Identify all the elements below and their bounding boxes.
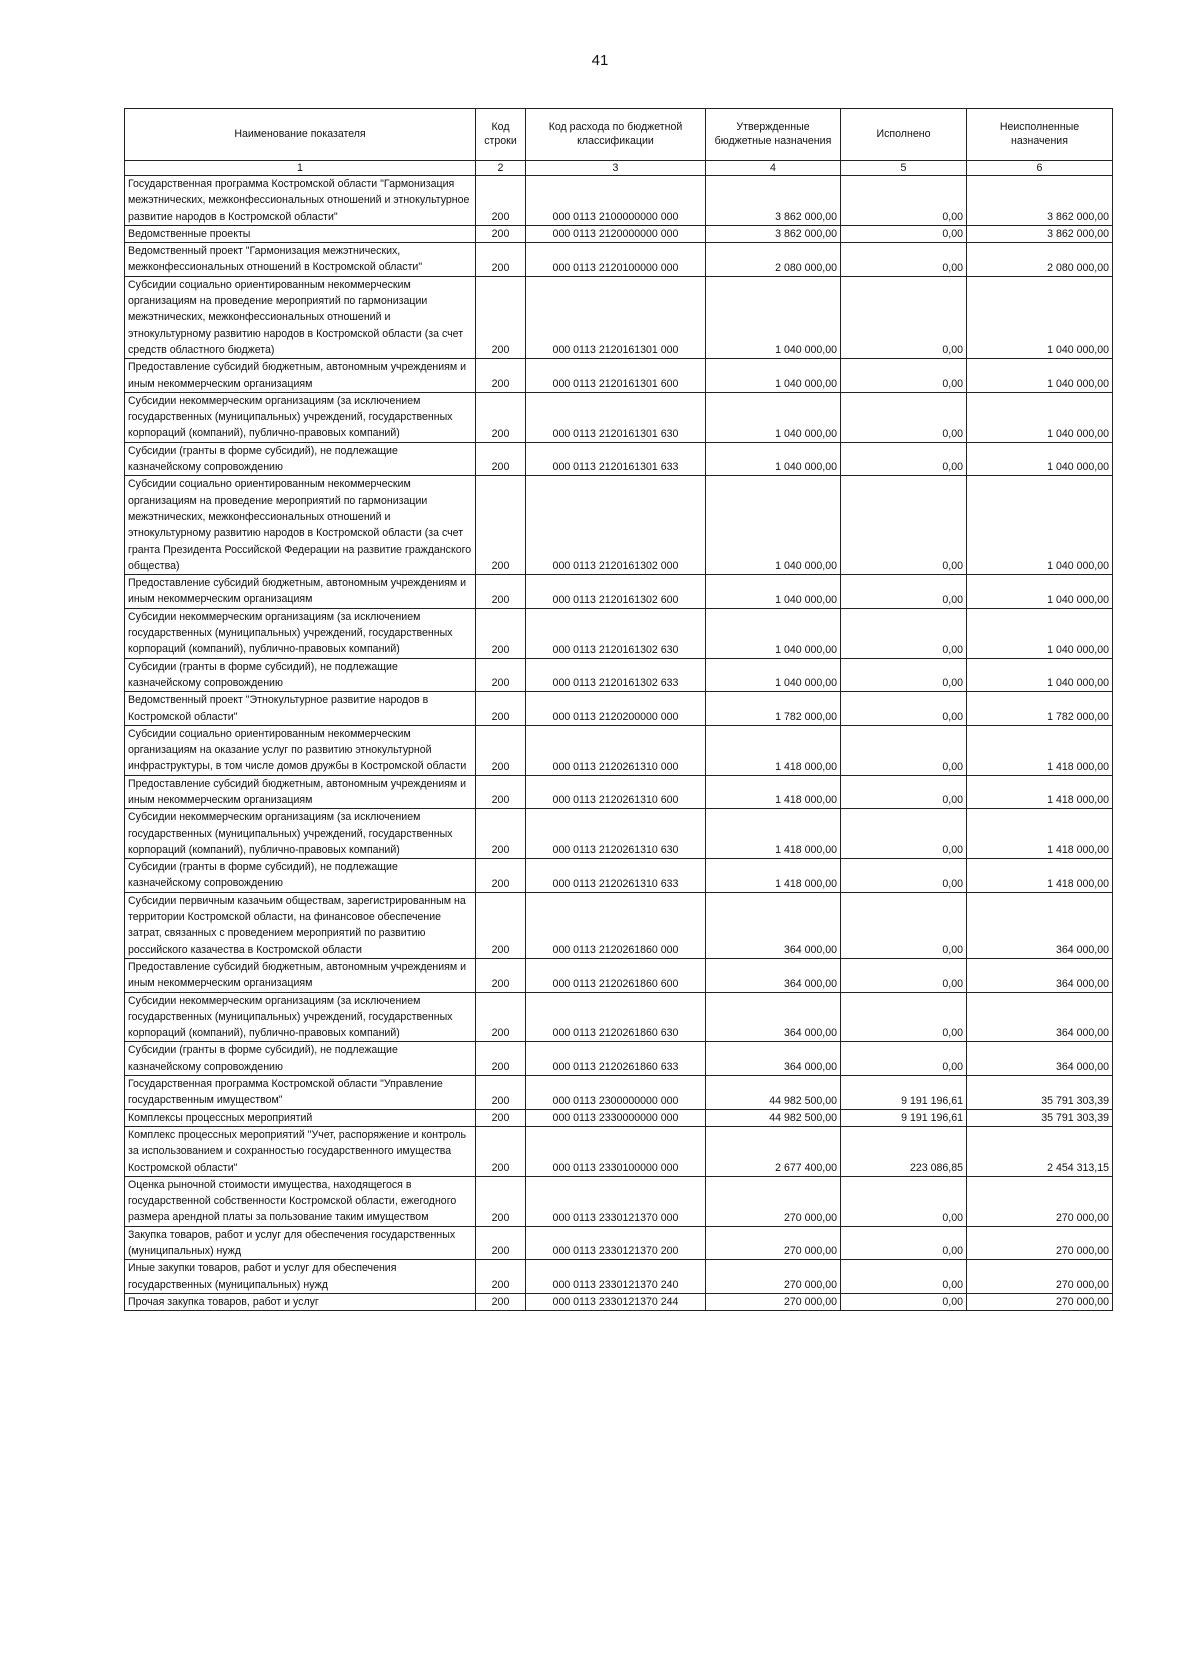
header-executed: Исполнено — [841, 109, 967, 161]
row-name: Предоставление субсидий бюджетным, автономным учреждениям и иным некоммерческим организациям — [125, 958, 476, 992]
table-row — [125, 809, 1113, 859]
budget-classification-code: 000 0113 2100000000 000 — [526, 176, 706, 226]
remaining-amount: 1 040 000,00 — [967, 359, 1113, 393]
row-code: 200 — [476, 359, 526, 393]
remaining-amount: 3 862 000,00 — [967, 225, 1113, 242]
row-name: Субсидии некоммерческим организациям (за исключением государственных (муниципальных) учреждений, государственных корпораций (компаний), публично-правовых компаний) — [125, 608, 476, 658]
executed-amount: 0,00 — [841, 725, 967, 775]
approved-amount: 1 040 000,00 — [706, 476, 841, 575]
column-number: 6 — [967, 161, 1113, 176]
row-code: 200 — [476, 809, 526, 859]
approved-amount: 270 000,00 — [706, 1226, 841, 1260]
remaining-amount: 1 040 000,00 — [967, 276, 1113, 358]
budget-classification-code: 000 0113 2330121370 240 — [526, 1260, 706, 1294]
table-row — [125, 1042, 1113, 1076]
row-code: 200 — [476, 775, 526, 809]
budget-classification-code: 000 0113 2120261310 633 — [526, 859, 706, 893]
row-code: 200 — [476, 892, 526, 958]
remaining-amount: 364 000,00 — [967, 1042, 1113, 1076]
budget-classification-code: 000 0113 2120100000 000 — [526, 243, 706, 277]
row-code: 200 — [476, 476, 526, 575]
remaining-amount: 35 791 303,39 — [967, 1076, 1113, 1110]
approved-amount: 3 862 000,00 — [706, 225, 841, 242]
row-name: Ведомственный проект "Этнокультурное развитие народов в Костромской области" — [125, 692, 476, 726]
executed-amount: 0,00 — [841, 1176, 967, 1226]
table-row — [125, 692, 1113, 726]
remaining-amount: 1 040 000,00 — [967, 658, 1113, 692]
executed-amount: 9 191 196,61 — [841, 1076, 967, 1110]
remaining-amount: 1 040 000,00 — [967, 608, 1113, 658]
row-name: Субсидии некоммерческим организациям (за исключением государственных (муниципальных) учреждений, государственных корпораций (компаний), публично-правовых компаний) — [125, 809, 476, 859]
row-code: 200 — [476, 1126, 526, 1176]
row-code: 200 — [476, 1042, 526, 1076]
row-code: 200 — [476, 442, 526, 476]
row-code: 200 — [476, 1226, 526, 1260]
budget-classification-code: 000 0113 2120161302 633 — [526, 658, 706, 692]
budget-classification-code: 000 0113 2330121370 000 — [526, 1176, 706, 1226]
executed-amount: 0,00 — [841, 1042, 967, 1076]
executed-amount: 223 086,85 — [841, 1126, 967, 1176]
budget-classification-code: 000 0113 2330000000 000 — [526, 1109, 706, 1126]
remaining-amount: 1 782 000,00 — [967, 692, 1113, 726]
row-code: 200 — [476, 692, 526, 726]
budget-classification-code: 000 0113 2330121370 244 — [526, 1293, 706, 1310]
column-number: 3 — [526, 161, 706, 176]
remaining-amount: 1 418 000,00 — [967, 775, 1113, 809]
remaining-amount: 3 862 000,00 — [967, 176, 1113, 226]
row-code: 200 — [476, 1109, 526, 1126]
approved-amount: 1 040 000,00 — [706, 658, 841, 692]
executed-amount: 0,00 — [841, 243, 967, 277]
table-row — [125, 775, 1113, 809]
budget-classification-code: 000 0113 2120161302 630 — [526, 608, 706, 658]
budget-classification-code: 000 0113 2120261310 630 — [526, 809, 706, 859]
column-number-row — [125, 161, 1113, 176]
approved-amount: 1 782 000,00 — [706, 692, 841, 726]
executed-amount: 0,00 — [841, 575, 967, 609]
row-name: Предоставление субсидий бюджетным, автономным учреждениям и иным некоммерческим организациям — [125, 359, 476, 393]
budget-classification-code: 000 0113 2120000000 000 — [526, 225, 706, 242]
row-name: Иные закупки товаров, работ и услуг для обеспечения государственных (муниципальных) нужд — [125, 1260, 476, 1294]
executed-amount: 0,00 — [841, 809, 967, 859]
row-name: Комплекс процессных мероприятий "Учет, распоряжение и контроль за использованием и сохранностью государственного имущества Костромской области" — [125, 1126, 476, 1176]
row-code: 200 — [476, 1293, 526, 1310]
approved-amount: 1 418 000,00 — [706, 775, 841, 809]
approved-amount: 1 040 000,00 — [706, 608, 841, 658]
remaining-amount: 2 454 313,15 — [967, 1126, 1113, 1176]
remaining-amount: 270 000,00 — [967, 1226, 1113, 1260]
approved-amount: 1 040 000,00 — [706, 392, 841, 442]
table-row — [125, 725, 1113, 775]
remaining-amount: 364 000,00 — [967, 992, 1113, 1042]
remaining-amount: 1 040 000,00 — [967, 442, 1113, 476]
row-name: Государственная программа Костромской области "Гармонизация межэтнических, межконфессиональных отношений и этнокультурное развитие народов в Костромской области" — [125, 176, 476, 226]
budget-classification-code: 000 0113 2120161301 630 — [526, 392, 706, 442]
approved-amount: 1 418 000,00 — [706, 725, 841, 775]
row-name: Ведомственные проекты — [125, 225, 476, 242]
approved-amount: 270 000,00 — [706, 1176, 841, 1226]
row-name: Субсидии социально ориентированным некоммерческим организациям на проведение мероприятий по гармонизации межэтнических, межконфессиональных отношений и этнокультурному развитию народов в Костромской области (за счет гранта Президента Российской Федерации на развитие гражданского общества) — [125, 476, 476, 575]
budget-classification-code: 000 0113 2120161301 600 — [526, 359, 706, 393]
row-name: Закупка товаров, работ и услуг для обеспечения государственных (муниципальных) нужд — [125, 1226, 476, 1260]
table-row — [125, 658, 1113, 692]
budget-classification-code: 000 0113 2120261310 000 — [526, 725, 706, 775]
approved-amount: 364 000,00 — [706, 992, 841, 1042]
remaining-amount: 1 040 000,00 — [967, 575, 1113, 609]
budget-classification-code: 000 0113 2300000000 000 — [526, 1076, 706, 1110]
row-code: 200 — [476, 176, 526, 226]
remaining-amount: 35 791 303,39 — [967, 1109, 1113, 1126]
table-row — [125, 958, 1113, 992]
approved-amount: 270 000,00 — [706, 1293, 841, 1310]
budget-classification-code: 000 0113 2120161301 633 — [526, 442, 706, 476]
column-number: 2 — [476, 161, 526, 176]
approved-amount: 44 982 500,00 — [706, 1109, 841, 1126]
table-row — [125, 392, 1113, 442]
table-row — [125, 1176, 1113, 1226]
approved-amount: 364 000,00 — [706, 958, 841, 992]
row-code: 200 — [476, 1176, 526, 1226]
executed-amount: 0,00 — [841, 276, 967, 358]
header-remaining: Неисполненные назначения — [967, 109, 1113, 161]
row-code: 200 — [476, 992, 526, 1042]
remaining-amount: 1 418 000,00 — [967, 859, 1113, 893]
remaining-amount: 270 000,00 — [967, 1293, 1113, 1310]
table-row — [125, 225, 1113, 242]
remaining-amount: 1 418 000,00 — [967, 725, 1113, 775]
executed-amount: 0,00 — [841, 958, 967, 992]
table-body — [125, 176, 1113, 1311]
table-row — [125, 276, 1113, 358]
executed-amount: 0,00 — [841, 359, 967, 393]
approved-amount: 1 040 000,00 — [706, 359, 841, 393]
column-number: 1 — [125, 161, 476, 176]
executed-amount: 0,00 — [841, 225, 967, 242]
row-code: 200 — [476, 1076, 526, 1110]
row-name: Ведомственный проект "Гармонизация межэтнических, межконфессиональных отношений в Костромской области" — [125, 243, 476, 277]
executed-amount: 0,00 — [841, 1293, 967, 1310]
approved-amount: 3 862 000,00 — [706, 176, 841, 226]
remaining-amount: 364 000,00 — [967, 958, 1113, 992]
approved-amount: 1 418 000,00 — [706, 859, 841, 893]
table-row — [125, 892, 1113, 958]
table-row — [125, 359, 1113, 393]
approved-amount: 2 080 000,00 — [706, 243, 841, 277]
row-name: Субсидии первичным казачьим обществам, зарегистрированным на территории Костромской области, на финансовое обеспечение затрат, связанных с проведением мероприятий по развитию российского казачества в Костромской области — [125, 892, 476, 958]
executed-amount: 0,00 — [841, 442, 967, 476]
executed-amount: 0,00 — [841, 692, 967, 726]
table-row — [125, 575, 1113, 609]
header-row — [125, 109, 1113, 161]
remaining-amount: 1 040 000,00 — [967, 476, 1113, 575]
header-approved: Утвержденные бюджетные назначения — [706, 109, 841, 161]
remaining-amount: 2 080 000,00 — [967, 243, 1113, 277]
row-name: Субсидии социально ориентированным некоммерческим организациям на проведение мероприятий по гармонизации межэтнических, межконфессиональных отношений и этнокультурному развитию народов в Костромской области (за счет средств областного бюджета) — [125, 276, 476, 358]
executed-amount: 0,00 — [841, 1226, 967, 1260]
executed-amount: 0,00 — [841, 992, 967, 1042]
row-code: 200 — [476, 392, 526, 442]
remaining-amount: 1 040 000,00 — [967, 392, 1113, 442]
row-name: Комплексы процессных мероприятий — [125, 1109, 476, 1126]
table-row — [125, 476, 1113, 575]
approved-amount: 44 982 500,00 — [706, 1076, 841, 1110]
row-code: 200 — [476, 658, 526, 692]
budget-classification-code: 000 0113 2120261860 000 — [526, 892, 706, 958]
approved-amount: 1 040 000,00 — [706, 575, 841, 609]
row-code: 200 — [476, 575, 526, 609]
row-name: Прочая закупка товаров, работ и услуг — [125, 1293, 476, 1310]
executed-amount: 9 191 196,61 — [841, 1109, 967, 1126]
budget-classification-code: 000 0113 2120161302 600 — [526, 575, 706, 609]
table-row — [125, 1226, 1113, 1260]
approved-amount: 1 418 000,00 — [706, 809, 841, 859]
executed-amount: 0,00 — [841, 176, 967, 226]
row-code: 200 — [476, 608, 526, 658]
header-budget-code: Код расхода по бюджетной классификации — [526, 109, 706, 161]
budget-classification-code: 000 0113 2120200000 000 — [526, 692, 706, 726]
row-name: Субсидии (гранты в форме субсидий), не подлежащие казначейскому сопровождению — [125, 859, 476, 893]
remaining-amount: 1 418 000,00 — [967, 809, 1113, 859]
row-name: Субсидии (гранты в форме субсидий), не подлежащие казначейскому сопровождению — [125, 442, 476, 476]
table-row — [125, 608, 1113, 658]
header-name: Наименование показателя — [125, 109, 476, 161]
row-code: 200 — [476, 276, 526, 358]
row-code: 200 — [476, 859, 526, 893]
approved-amount: 2 677 400,00 — [706, 1126, 841, 1176]
approved-amount: 1 040 000,00 — [706, 442, 841, 476]
budget-classification-code: 000 0113 2120161302 000 — [526, 476, 706, 575]
row-name: Субсидии некоммерческим организациям (за исключением государственных (муниципальных) учреждений, государственных корпораций (компаний), публично-правовых компаний) — [125, 992, 476, 1042]
row-name: Субсидии (гранты в форме субсидий), не подлежащие казначейскому сопровождению — [125, 658, 476, 692]
remaining-amount: 364 000,00 — [967, 892, 1113, 958]
executed-amount: 0,00 — [841, 658, 967, 692]
budget-execution-table — [124, 108, 1113, 1311]
row-name: Субсидии социально ориентированным некоммерческим организациям на оказание услуг по развитию этнокультурной инфраструктуры, в том числе домов дружбы в Костромской области — [125, 725, 476, 775]
executed-amount: 0,00 — [841, 892, 967, 958]
row-name: Оценка рыночной стоимости имущества, находящегося в государственной собственности Костромской области, ежегодного размера арендной платы за пользование таким имуществом — [125, 1176, 476, 1226]
row-name: Предоставление субсидий бюджетным, автономным учреждениям и иным некоммерческим организациям — [125, 775, 476, 809]
approved-amount: 364 000,00 — [706, 1042, 841, 1076]
header-row-code: Код строки — [476, 109, 526, 161]
row-name: Предоставление субсидий бюджетным, автономным учреждениям и иным некоммерческим организациям — [125, 575, 476, 609]
row-code: 200 — [476, 725, 526, 775]
table-row — [125, 859, 1113, 893]
approved-amount: 364 000,00 — [706, 892, 841, 958]
row-name: Государственная программа Костромской области "Управление государственным имуществом" — [125, 1076, 476, 1110]
executed-amount: 0,00 — [841, 476, 967, 575]
table-row — [125, 1076, 1113, 1110]
table-row — [125, 176, 1113, 226]
executed-amount: 0,00 — [841, 1260, 967, 1294]
column-number: 5 — [841, 161, 967, 176]
budget-classification-code: 000 0113 2330121370 200 — [526, 1226, 706, 1260]
budget-classification-code: 000 0113 2120161301 000 — [526, 276, 706, 358]
table-row — [125, 243, 1113, 277]
budget-classification-code: 000 0113 2120261310 600 — [526, 775, 706, 809]
row-code: 200 — [476, 225, 526, 242]
budget-classification-code: 000 0113 2120261860 630 — [526, 992, 706, 1042]
approved-amount: 270 000,00 — [706, 1260, 841, 1294]
executed-amount: 0,00 — [841, 859, 967, 893]
row-code: 200 — [476, 243, 526, 277]
budget-classification-code: 000 0113 2330100000 000 — [526, 1126, 706, 1176]
table-row — [125, 1109, 1113, 1126]
remaining-amount: 270 000,00 — [967, 1260, 1113, 1294]
executed-amount: 0,00 — [841, 775, 967, 809]
page-number: 41 — [591, 52, 609, 69]
table-row — [125, 442, 1113, 476]
table-row — [125, 1293, 1113, 1310]
executed-amount: 0,00 — [841, 608, 967, 658]
table-row — [125, 1260, 1113, 1294]
approved-amount: 1 040 000,00 — [706, 276, 841, 358]
column-number: 4 — [706, 161, 841, 176]
table-row — [125, 1126, 1113, 1176]
row-name: Субсидии (гранты в форме субсидий), не подлежащие казначейскому сопровождению — [125, 1042, 476, 1076]
remaining-amount: 270 000,00 — [967, 1176, 1113, 1226]
executed-amount: 0,00 — [841, 392, 967, 442]
budget-classification-code: 000 0113 2120261860 633 — [526, 1042, 706, 1076]
budget-classification-code: 000 0113 2120261860 600 — [526, 958, 706, 992]
row-code: 200 — [476, 958, 526, 992]
row-name: Субсидии некоммерческим организациям (за исключением государственных (муниципальных) учреждений, государственных корпораций (компаний), публично-правовых компаний) — [125, 392, 476, 442]
table-row — [125, 992, 1113, 1042]
row-code: 200 — [476, 1260, 526, 1294]
